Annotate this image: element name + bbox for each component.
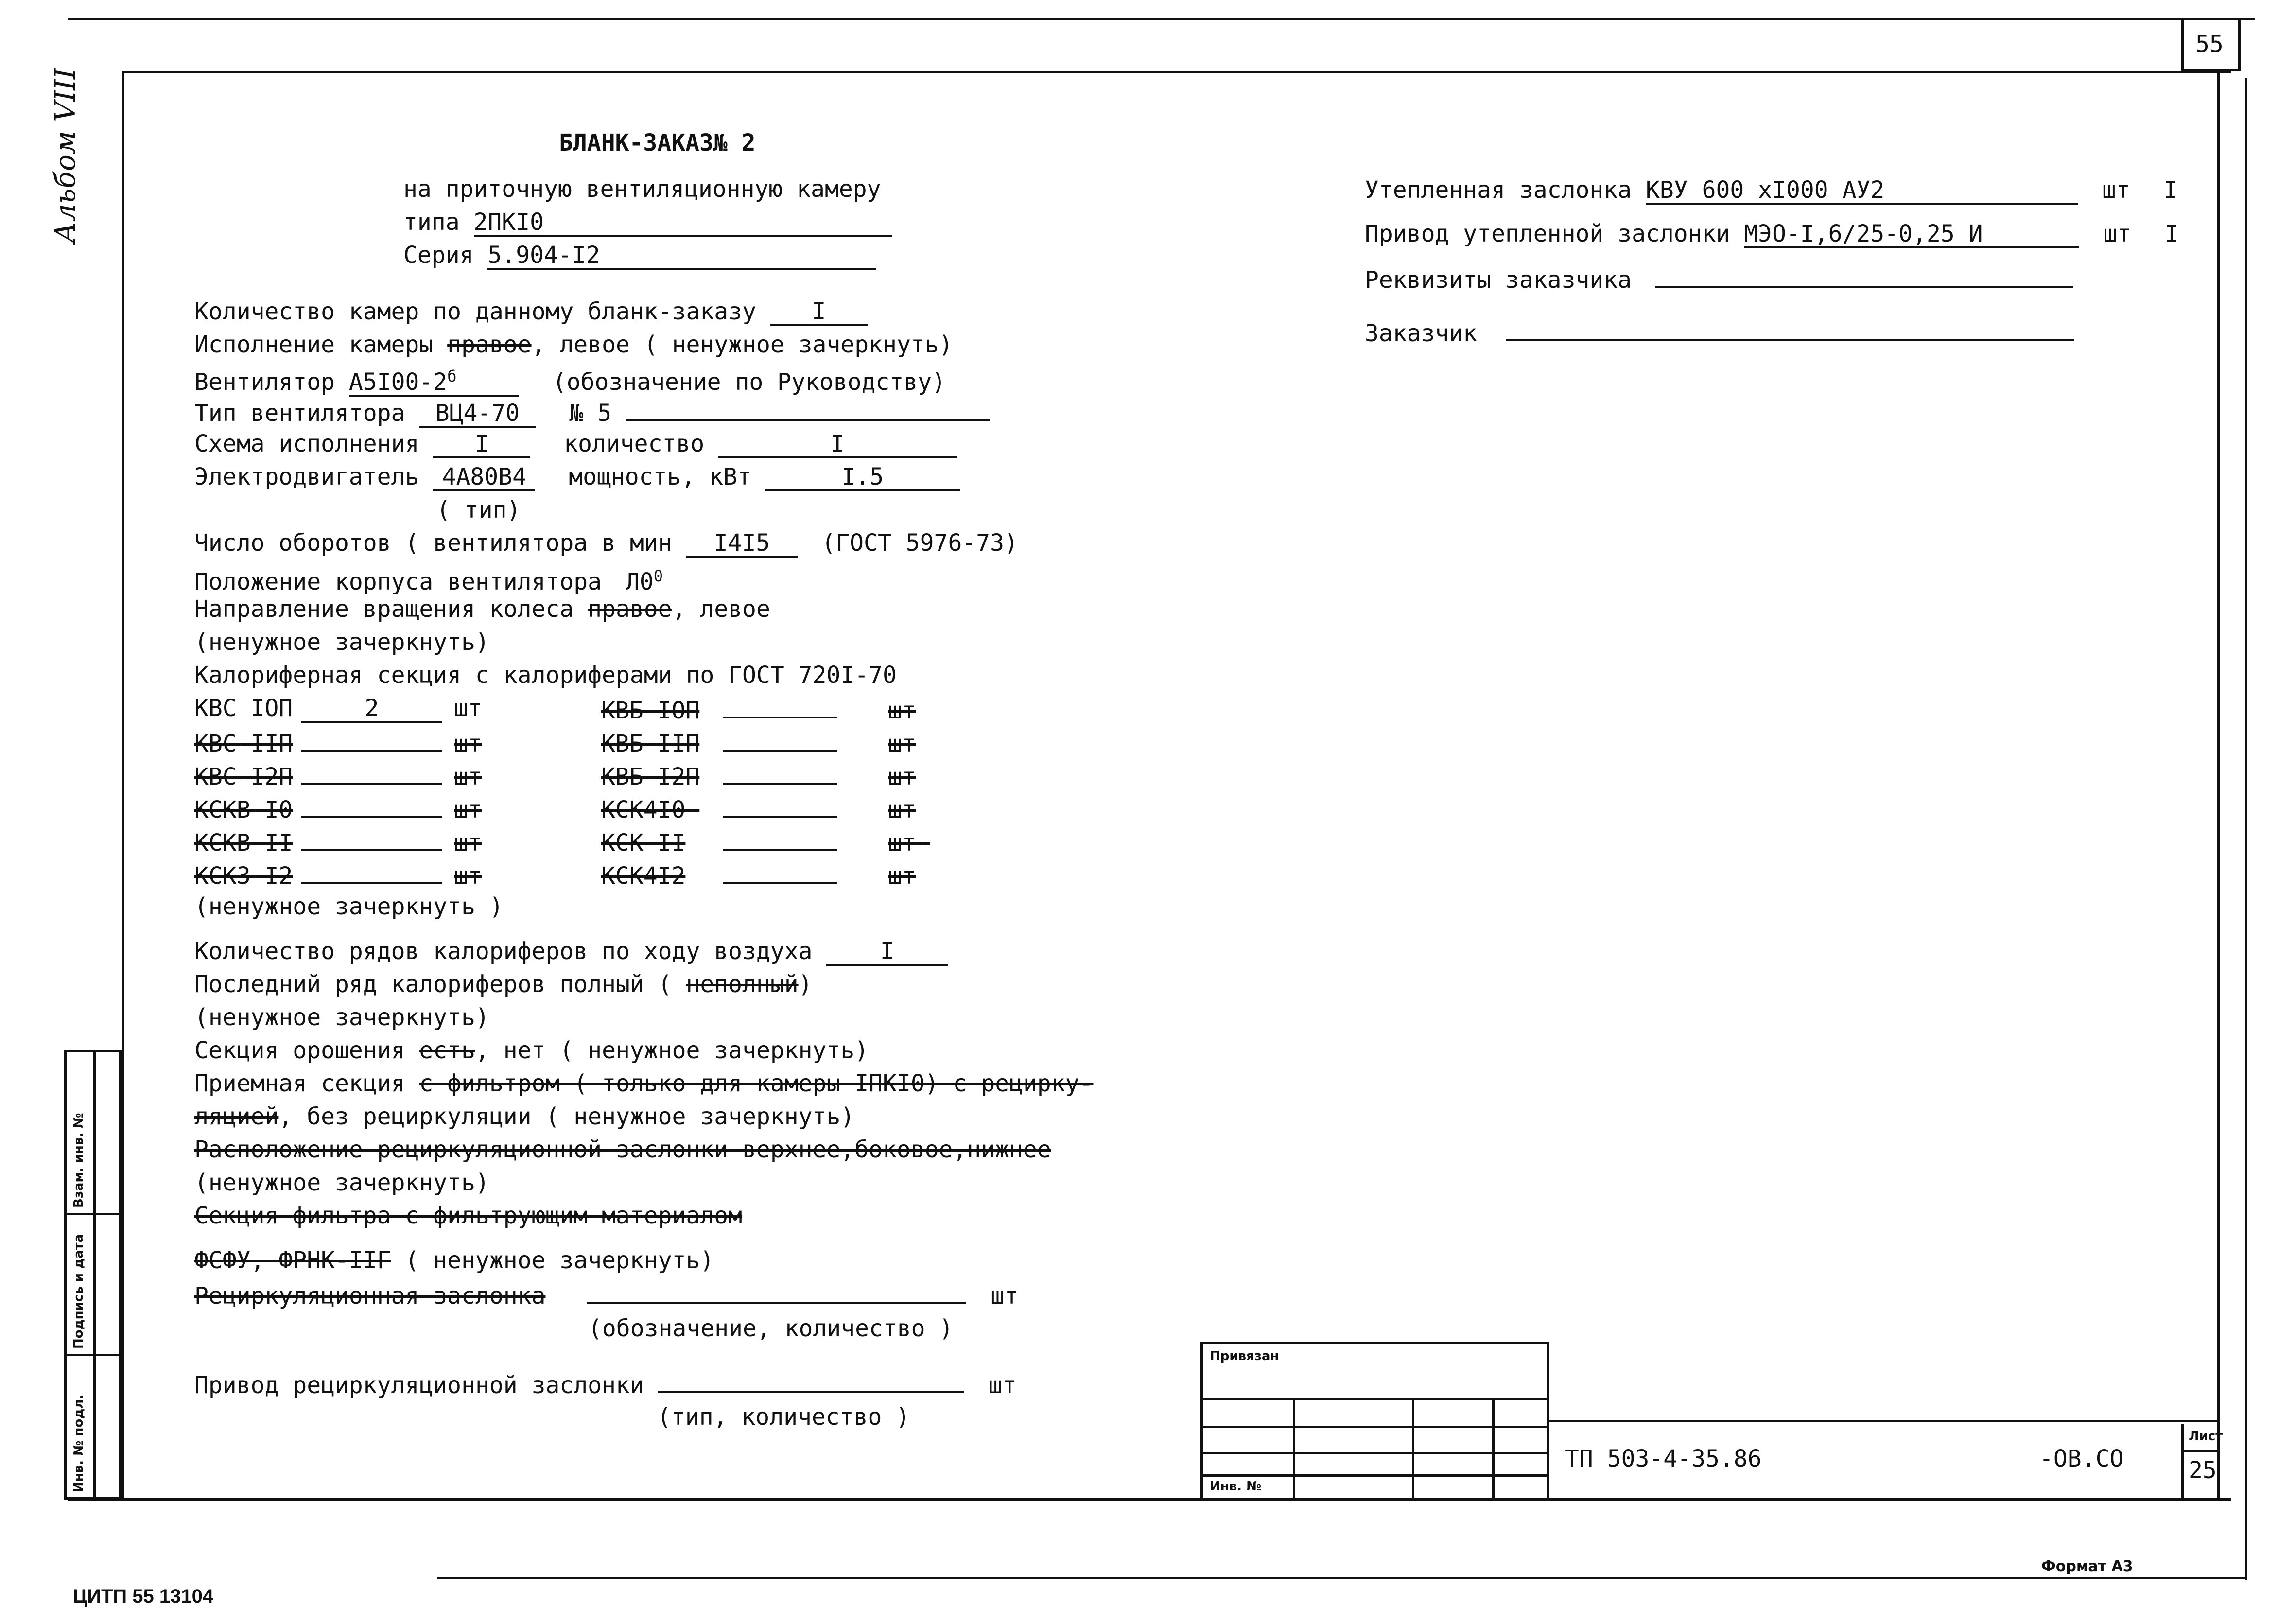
frame-bottom (68, 1498, 2231, 1501)
heater-left-row-1: КВС-IIП шт (194, 727, 482, 758)
linked-box (1200, 1342, 1549, 1500)
side-stamp (64, 1050, 122, 1500)
rows-line: Количество рядов калориферов по ходу воздуха I (194, 937, 948, 966)
note-1: (ненужное зачеркнуть) (194, 1004, 489, 1031)
sheet-box (2181, 1424, 2223, 1500)
frame-left (122, 71, 124, 1500)
side-stamp-replace: Взам. инв. № (71, 1113, 86, 1208)
fan-type-line: Тип вентилятора ВЦ4-70 № 5 (194, 397, 990, 428)
doc-suffix: -ОВ.СО (2039, 1445, 2124, 1472)
requisites-line: Реквизиты заказчика (1365, 263, 2073, 294)
recirc-drive-line: Привод рециркуляционной заслонки шт (194, 1369, 1016, 1399)
heater-right-row-1: КВБ-IIП шт (601, 727, 916, 758)
doc-code: ТП 503-4-35.86 (1565, 1445, 1762, 1472)
album-label: Альбом VIII (49, 68, 82, 243)
type-line: типа 2ПКI0 (403, 208, 892, 237)
rotation-line: Направление вращения колеса правое, левое (194, 595, 770, 623)
damper-position-line: Расположение рециркуляционной заслонки верхнее,боковое,нижнее (194, 1136, 1051, 1163)
heater-right-row-2: КВБ-I2П шт (601, 760, 916, 791)
intake-line-1: Приемная секция с фильтром ( только для камеры IПКI0) с рециркy- (194, 1070, 1094, 1097)
sheet-value: 25 (2189, 1457, 2217, 1484)
fan-line: Вентилятор $А5I00-2^б$ (обозначение по Руководству) (194, 364, 946, 397)
count-line: Количество камер по данному бланк-заказу I (194, 297, 868, 326)
top-sheet-box (2181, 19, 2241, 71)
format-label: Формат А3 (2041, 1558, 2133, 1575)
form-title: БЛАНК-ЗАКАЗ№ 2 (559, 129, 756, 157)
heater-left-row-5: КСК3-I2 шт (194, 859, 482, 890)
title-block-topline (1549, 1420, 2217, 1422)
heater-left-row-2: КВС-I2П шт (194, 760, 482, 791)
bottom-left-code: ЦИТП 55 13104 (73, 1586, 214, 1607)
heater-right-row-3: КСК4I0- шт (601, 793, 916, 824)
fsfu-line: ФСФУ, ФРНК-IIГ ( ненужное зачеркнуть) (194, 1247, 714, 1274)
heater-right-row-5: КСК4I2 шт (601, 859, 916, 890)
position-line: Положение корпуса вентилятора $Л0^0$ (194, 567, 663, 595)
rpm-line: Число оборотов ( вентилятора в мин I4I5 (ГОСТ 5976-73) (194, 529, 1018, 557)
last-row-line: Последний ряд калориферов полный ( неполный) (194, 971, 813, 998)
customer-line: Заказчик (1365, 317, 2074, 348)
irrigation-line: Секция орошения есть, нет ( ненужное зачеркнуть) (194, 1037, 869, 1064)
side-stamp-inv: Инв. № подл. (71, 1394, 86, 1492)
linked-label: Привязан (1210, 1349, 1279, 1363)
damper-drive-line: Привод утепленной заслонки МЭО-I,6/25-0,25 И шт I (1365, 220, 2179, 247)
inv-no-label: Инв. № (1210, 1479, 1262, 1494)
outer-right-line (2245, 78, 2247, 1580)
series-line: Серия 5.904-I2 (403, 241, 876, 270)
heater-right-row-4: КСК-II шт- (601, 826, 930, 857)
frame-top (122, 71, 2231, 73)
rotation-note: (ненужное зачеркнуть) (194, 629, 489, 656)
insulated-damper-line: Утепленная заслонка КВУ 600 хI000 АУ2 шт I (1365, 176, 2178, 204)
heater-left-row-4: КСКВ-II шт (194, 826, 482, 857)
note-2: (ненужное зачеркнуть) (194, 1169, 489, 1196)
frame-right (2217, 71, 2220, 1500)
top-sheet-number: 55 (2195, 31, 2224, 58)
intake-line-2: ляцией, без рециркуляции ( ненужное зачеркнуть) (194, 1103, 855, 1130)
heater-right-row-0: КВБ-IОП шт (601, 694, 916, 725)
recirc-damper-line: Рециркуляционная заслонка шт (194, 1279, 1019, 1310)
heater-section-line: Калориферная секция с калориферами по ГОСТ 720I-70 (194, 662, 897, 689)
heater-note: (ненужное зачеркнуть ) (194, 893, 504, 920)
outer-bottom-line (437, 1577, 2245, 1579)
execution-line: Исполнение камеры правое, левое ( ненужное зачеркнуть) (194, 331, 953, 358)
top-outer-line (68, 18, 2255, 20)
motor-type-note: ( тип) (436, 496, 521, 524)
sheet-label: Лист (2189, 1429, 2223, 1444)
filter-line: Секция фильтра с фильтрующим материалом (194, 1202, 743, 1229)
side-stamp-signature: Подпись и дата (71, 1234, 86, 1349)
recirc-note: (обозначение, количество ) (588, 1315, 954, 1342)
scheme-line: Схема исполнения I количество I (194, 430, 957, 458)
motor-line: Электродвигатель 4А80В4 мощность, кВт I.5 (194, 463, 960, 491)
heater-left-row-0: КВС IОП 2 шт (194, 695, 482, 722)
recirc-drive-note: (тип, количество ) (657, 1403, 910, 1431)
for-line: на приточную вентиляционную камеру (403, 175, 881, 203)
heater-left-row-3: КСКВ-I0 шт (194, 793, 482, 824)
